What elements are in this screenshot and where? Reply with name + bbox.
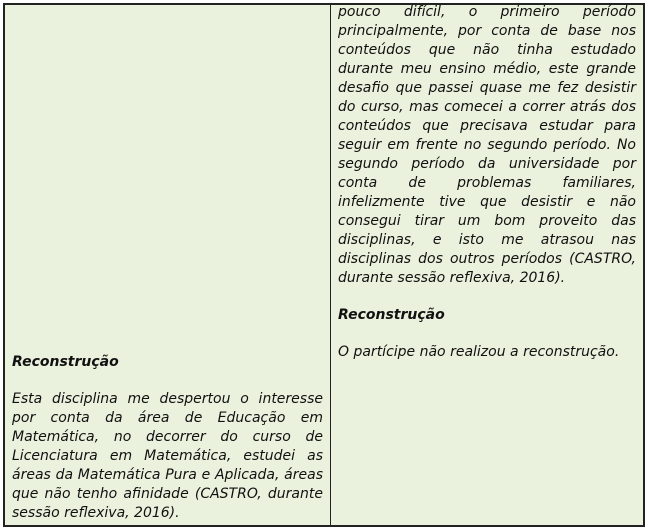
left-paragraph: Esta disciplina me despertou o interesse por conta da área de Educação em Matemática, no decorrer do curso de Licenciatura em Matemática, estudei as áreas da Matemática Pura e Aplicada, áreas que não tenho afinidade (CASTRO, durante sessão reflexiva, 2016). <box>12 391 323 521</box>
reflection-table <box>3 3 645 527</box>
right-heading: Reconstrução <box>338 307 445 323</box>
right-paragraph: pouco difícil, o primeiro período principalmente, por conta de base nos conteúdos que não tinha estudado durante meu ensino médio, este grande desafio que passei quase me fez desistir do curso, mas comecei a correr atrás dos conteúdos que precisava estudar para seguir em frente no segundo período. No segundo período da universidade por conta de problemas familiares, infelizmente tive que desistir e não consegui tirar um bom proveito das disciplinas, e isto me atrasou nas disciplinas dos outros períodos (CASTRO, durante sessão reflexiva, 2016). <box>338 4 636 286</box>
right-column <box>331 5 643 525</box>
right-paragraph-2: O partícipe não realizou a reconstrução. <box>338 344 620 360</box>
left-content <box>12 353 323 523</box>
left-heading: Reconstrução <box>12 354 119 370</box>
right-content <box>338 3 636 362</box>
left-column <box>5 5 331 525</box>
